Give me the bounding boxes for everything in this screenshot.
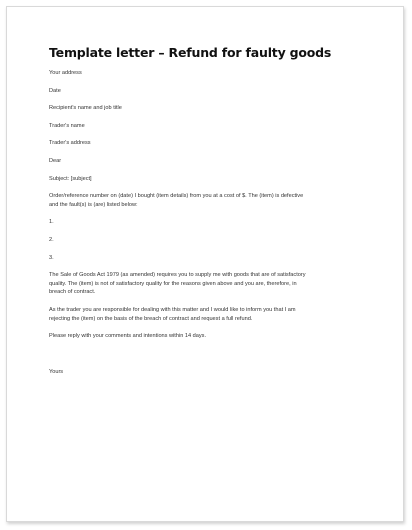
intro-paragraph [49,192,367,209]
closing-request: Please reply with your comments and intentions within 14 days. [49,333,207,340]
goods-act-paragraph [49,271,367,297]
salutation: Dear [49,157,62,164]
list-item: 1. [49,219,54,226]
trader-name: Trader's name [49,122,85,129]
paragraph-line: As the trader you are responsible for dealing with this matter and I would like to inform you that I am [49,306,296,313]
intro-line: and the fault(s) is (are) listed below: [49,201,138,208]
subject-line: Subject: [subject] [49,175,92,182]
sender-address: Your address [49,70,82,76]
intro-line: Order/reference number on (date) I bought (item details) from you at a cost of $. The (item) is defective [49,193,304,200]
signature-spacer [49,350,367,368]
letter-content [49,45,367,385]
responsibility-paragraph [49,306,367,323]
paragraph-line: The Sale of Goods Act 1979 (as amended) requires you to supply me with goods that are of satisfactory [49,272,306,279]
sign-off: Yours [49,368,64,375]
document-page [6,6,404,522]
paragraph-line: quality. The (item) is not of satisfactory quality for the reasons given above and you are, therefore, in [49,280,297,287]
recipient-name: Recipient's name and job title [49,105,122,112]
paragraph-line: rejecting the (item) on the basis of the breach of contract and request a full refund. [49,315,253,322]
trader-address: Trader's address [49,140,91,147]
date-line: Date [49,87,61,94]
page-title: Template letter – Refund for faulty goods [49,45,332,60]
paragraph-line: breach of contract. [49,289,96,296]
list-item: 2. [49,236,54,243]
list-item: 3. [49,254,54,261]
